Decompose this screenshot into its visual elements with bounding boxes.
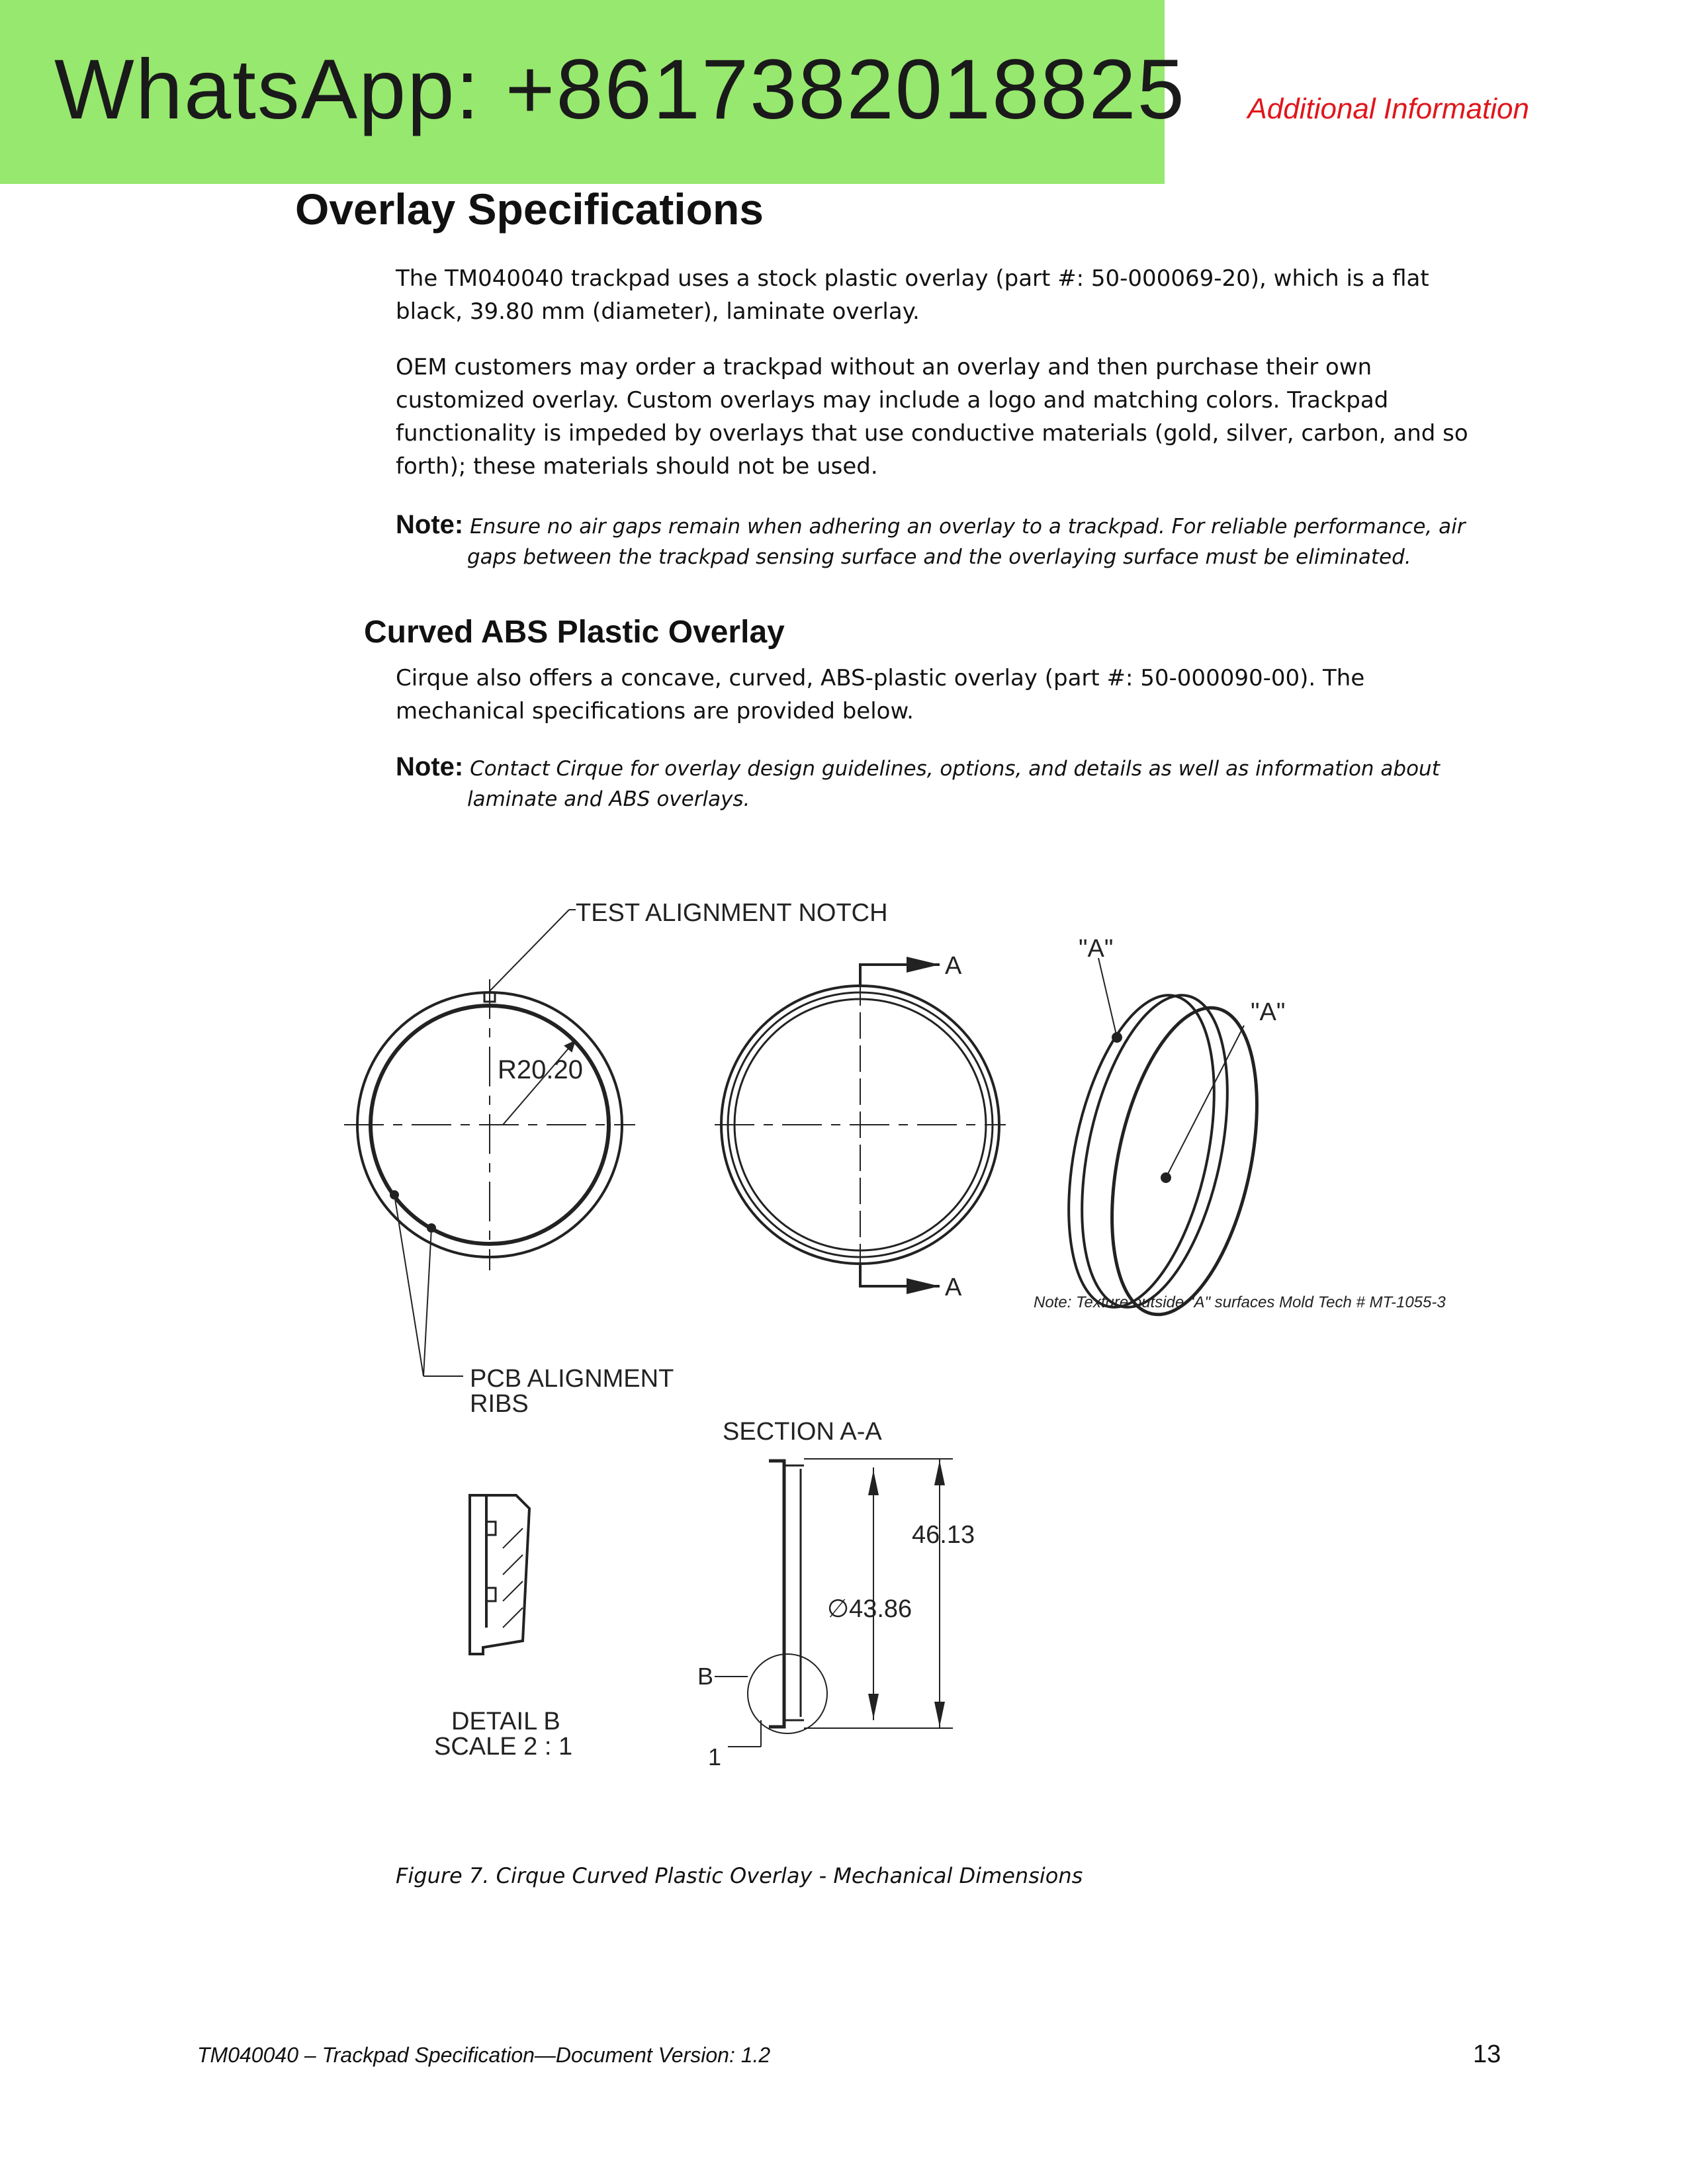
label-radius: R20.20 (498, 1055, 583, 1084)
label-detail-b: DETAIL B (451, 1708, 560, 1735)
note-label: Note: (396, 752, 464, 781)
detail-b-profile (470, 1495, 529, 1654)
label-detail-scale: SCALE 2 : 1 (434, 1733, 573, 1761)
footer-document: TM040040 – Trackpad Specification—Document Version: 1.2 (197, 2043, 771, 2067)
label-section-a-bottom: A (945, 1274, 962, 1301)
running-header: Additional Information (1247, 93, 1529, 125)
label-detail-ref: B (697, 1663, 714, 1690)
isometric-view (1044, 958, 1282, 1328)
label-surface-a-2: "A" (1251, 998, 1286, 1026)
page-title: Overlay Specifications (295, 185, 764, 234)
page-number: 13 (1473, 2040, 1501, 2068)
front-view-circle (344, 910, 635, 1376)
note-label: Note: (396, 510, 464, 539)
label-texture-note: Note: Texture outside "A" surfaces Mold Tech # MT-1055-3 (1034, 1293, 1446, 1311)
label-dim-small: 1 (708, 1743, 722, 1770)
section-heading: Curved ABS Plastic Overlay (364, 615, 785, 650)
intro-paragraph-1: The TM040040 trackpad uses a stock plastic overlay (part #: 50-000069-20), which is a flat black, 39.80 mm (diameter), laminate overlay. (396, 265, 1429, 325)
note-text-line1: Contact Cirque for overlay design guidelines, options, and details as well as information about (470, 757, 1440, 781)
label-surface-a-1: "A" (1079, 935, 1114, 963)
note-text-line2: laminate and ABS overlays. (467, 787, 750, 811)
label-section-a-a: SECTION A-A (723, 1418, 882, 1446)
label-dim-diameter: ∅43.86 (827, 1595, 912, 1623)
figure-caption: Figure 7. Cirque Curved Plastic Overlay - Mechanical Dimensions (396, 1863, 1083, 1888)
label-pcb-ribs-1: PCB ALIGNMENT (470, 1365, 674, 1393)
label-section-a-top: A (945, 952, 962, 980)
label-dim-height: 46.13 (912, 1521, 975, 1549)
note-text-line2: gaps between the trackpad sensing surface and the overlaying surface must be eliminated. (467, 545, 1411, 569)
curved-overlay-paragraph: Cirque also offers a concave, curved, ABS-plastic overlay (part #: 50-000090-00). The mechanical specifications are provided below. (396, 665, 1365, 724)
section-view-circle (715, 957, 1006, 1294)
label-test-alignment-notch: TEST ALIGNMENT NOTCH (576, 899, 888, 927)
watermark-text: WhatsApp: +8617382018825 (54, 42, 1186, 137)
label-pcb-ribs-2: RIBS (470, 1390, 529, 1418)
note-text-line1: Ensure no air gaps remain when adhering an overlay to a trackpad. For reliable performance, air (470, 515, 1466, 539)
intro-paragraph-2: OEM customers may order a trackpad without an overlay and then purchase their own customized overlay. Custom overlays may include a logo and matching colors. Trackpad functionality is impeded by overlays that use conductive materials (gold, silver, carbon, and so forth); these materials should not be used. (396, 354, 1468, 480)
